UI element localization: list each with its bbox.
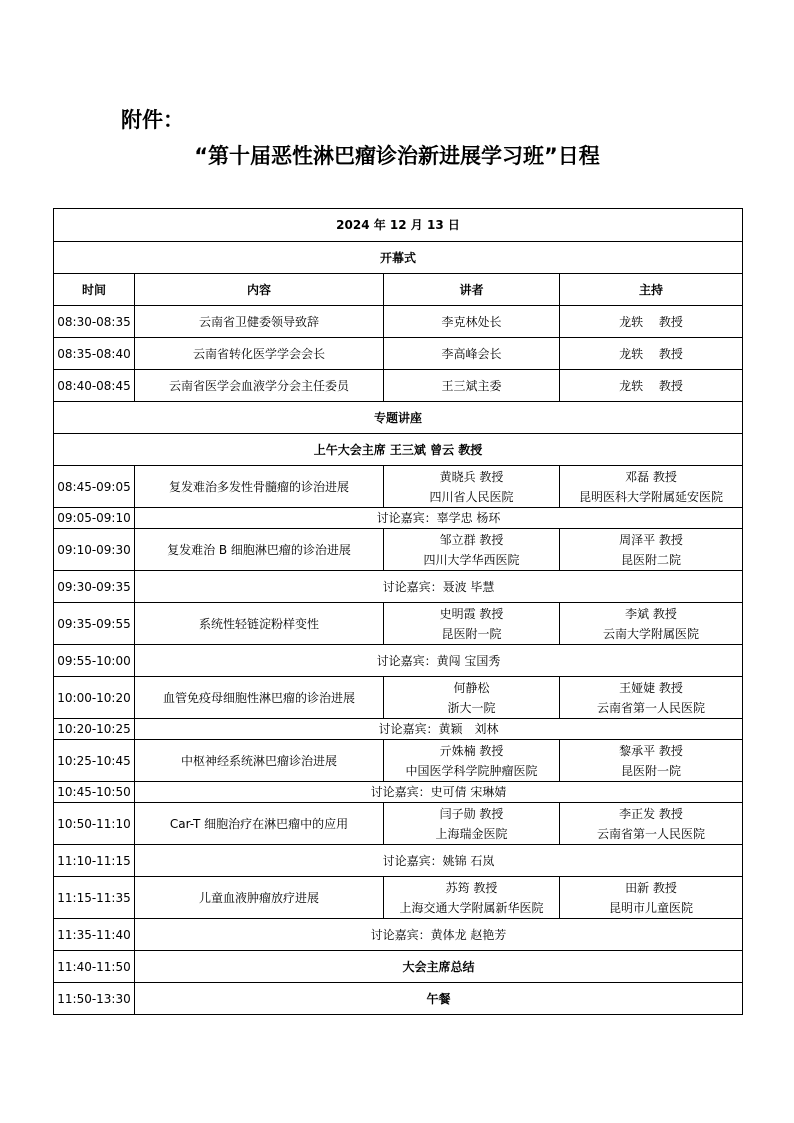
row-time: 09:30-09:35 <box>54 571 135 603</box>
host-affiliation: 昆明医科大学附属延安医院 <box>578 489 723 504</box>
table-row <box>54 677 743 719</box>
row-speaker <box>384 603 560 645</box>
discussion-row <box>54 645 743 677</box>
row-host <box>560 466 743 508</box>
opening-section-title: 开幕式 <box>54 242 743 274</box>
table-row <box>54 466 743 508</box>
row-host <box>560 740 743 782</box>
speaker-affiliation: 上海交通大学附属新华医院 <box>399 900 544 915</box>
discussion-row <box>54 782 743 803</box>
row-host <box>560 877 743 919</box>
host-name: 李正发 教授 <box>619 806 683 821</box>
host-name: 周泽平 教授 <box>619 532 683 547</box>
row-time: 08:30-08:35 <box>54 306 135 338</box>
host-affiliation: 昆明市儿童医院 <box>608 900 693 915</box>
host-affiliation: 云南省第一人民医院 <box>596 826 705 841</box>
discussion-guests: 讨论嘉宾：史可倩 宋琳婧 <box>135 782 743 803</box>
column-header-host: 主持 <box>560 274 743 306</box>
discussion-row <box>54 919 743 951</box>
schedule-table <box>53 208 743 1015</box>
row-content: 复发难治多发性骨髓瘤的诊治进展 <box>135 466 384 508</box>
speaker-affiliation: 四川省人民医院 <box>429 489 514 504</box>
row-content: 系统性轻链淀粉样变性 <box>135 603 384 645</box>
row-time: 09:05-09:10 <box>54 508 135 529</box>
discussion-guests: 讨论嘉宾：黄颖 刘林 <box>135 719 743 740</box>
row-host <box>560 677 743 719</box>
row-host: 龙轶 教授 <box>560 370 743 402</box>
row-time: 11:15-11:35 <box>54 877 135 919</box>
row-time: 08:45-09:05 <box>54 466 135 508</box>
row-content: 血管免疫母细胞性淋巴瘤的诊治进展 <box>135 677 384 719</box>
speaker-affiliation: 浙大一院 <box>447 700 496 715</box>
section-row <box>54 402 743 434</box>
discussion-guests: 讨论嘉宾：辜学忠 杨环 <box>135 508 743 529</box>
row-time: 10:45-10:50 <box>54 782 135 803</box>
row-speaker: 王三斌主委 <box>384 370 560 402</box>
speaker-name: 黄晓兵 教授 <box>439 469 504 484</box>
speaker-affiliation: 中国医学科学院肿瘤医院 <box>405 763 538 778</box>
row-host: 龙轶 教授 <box>560 338 743 370</box>
row-content: 儿童血液肿瘤放疗进展 <box>135 877 384 919</box>
chair-row <box>54 434 743 466</box>
schedule-date: 2024 年 12 月 13 日 <box>54 209 743 242</box>
host-name: 王娅婕 教授 <box>619 680 683 695</box>
closing-summary: 大会主席总结 <box>135 951 743 983</box>
table-row <box>54 338 743 370</box>
table-row <box>54 951 743 983</box>
row-time: 09:35-09:55 <box>54 603 135 645</box>
table-row <box>54 983 743 1015</box>
speaker-name: 闫子勋 教授 <box>439 806 504 821</box>
row-content: 云南省卫健委领导致辞 <box>135 306 384 338</box>
discussion-guests: 讨论嘉宾：黄体龙 赵艳芳 <box>135 919 743 951</box>
row-time: 09:10-09:30 <box>54 529 135 571</box>
row-content: Car-T 细胞治疗在淋巴瘤中的应用 <box>135 803 384 845</box>
row-time: 08:35-08:40 <box>54 338 135 370</box>
host-name: 黎承平 教授 <box>619 743 683 758</box>
row-host <box>560 603 743 645</box>
row-speaker <box>384 677 560 719</box>
discussion-guests: 讨论嘉宾：聂波 毕慧 <box>135 571 743 603</box>
column-header-content: 内容 <box>135 274 384 306</box>
row-time: 10:00-10:20 <box>54 677 135 719</box>
row-speaker: 李克林处长 <box>384 306 560 338</box>
row-time: 10:25-10:45 <box>54 740 135 782</box>
table-row <box>54 803 743 845</box>
row-host <box>560 529 743 571</box>
discussion-row <box>54 845 743 877</box>
date-row <box>54 209 743 242</box>
row-host <box>560 803 743 845</box>
speaker-name: 邹立群 教授 <box>439 532 504 547</box>
host-affiliation: 昆医附一院 <box>620 763 681 778</box>
row-speaker <box>384 529 560 571</box>
host-affiliation: 昆医附二院 <box>620 552 681 567</box>
column-header-speaker: 讲者 <box>384 274 560 306</box>
host-name: 田新 教授 <box>625 880 677 895</box>
speaker-affiliation: 昆医附一院 <box>441 626 502 641</box>
table-row <box>54 877 743 919</box>
row-content: 复发难治 B 细胞淋巴瘤的诊治进展 <box>135 529 384 571</box>
host-affiliation: 云南大学附属医院 <box>602 626 699 641</box>
discussion-row <box>54 508 743 529</box>
speaker-name: 苏筠 教授 <box>445 880 498 895</box>
table-row <box>54 370 743 402</box>
row-speaker <box>384 803 560 845</box>
discussion-guests: 讨论嘉宾：黄闯 宝国秀 <box>135 645 743 677</box>
column-header-row <box>54 274 743 306</box>
speaker-name: 何静松 <box>453 680 490 695</box>
table-row <box>54 740 743 782</box>
row-time: 08:40-08:45 <box>54 370 135 402</box>
section-row <box>54 242 743 274</box>
page-title: “第十届恶性淋巴瘤诊治新进展学习班”日程 <box>194 144 600 168</box>
host-name: 邓磊 教授 <box>625 469 677 484</box>
speaker-name: 史明霞 教授 <box>439 606 504 621</box>
row-time: 11:50-13:30 <box>54 983 135 1015</box>
row-content: 中枢神经系统淋巴瘤诊治进展 <box>135 740 384 782</box>
table-row <box>54 306 743 338</box>
table-row <box>54 529 743 571</box>
row-content: 云南省医学会血液学分会主任委员 <box>135 370 384 402</box>
row-time: 11:35-11:40 <box>54 919 135 951</box>
host-name: 李斌 教授 <box>625 606 677 621</box>
speaker-affiliation: 上海瑞金医院 <box>435 826 508 841</box>
row-time: 11:40-11:50 <box>54 951 135 983</box>
row-time: 11:10-11:15 <box>54 845 135 877</box>
row-speaker <box>384 877 560 919</box>
speaker-affiliation: 四川大学华西医院 <box>423 552 520 567</box>
column-header-time: 时间 <box>54 274 135 306</box>
lunch-break: 午餐 <box>135 983 743 1015</box>
row-time: 10:50-11:10 <box>54 803 135 845</box>
lecture-section-title: 专题讲座 <box>54 402 743 434</box>
row-host: 龙轶 教授 <box>560 306 743 338</box>
discussion-guests: 讨论嘉宾：姚锦 石岚 <box>135 845 743 877</box>
row-content: 云南省转化医学学会会长 <box>135 338 384 370</box>
morning-chairs: 上午大会主席 王三斌 曾云 教授 <box>54 434 743 466</box>
discussion-row <box>54 571 743 603</box>
discussion-row <box>54 719 743 740</box>
attachment-label: 附件： <box>121 108 184 132</box>
row-time: 09:55-10:00 <box>54 645 135 677</box>
host-affiliation: 云南省第一人民医院 <box>596 700 705 715</box>
row-time: 10:20-10:25 <box>54 719 135 740</box>
table-row <box>54 603 743 645</box>
row-speaker: 李高峰会长 <box>384 338 560 370</box>
speaker-name: 亓姝楠 教授 <box>439 743 504 758</box>
row-speaker <box>384 740 560 782</box>
row-speaker <box>384 466 560 508</box>
